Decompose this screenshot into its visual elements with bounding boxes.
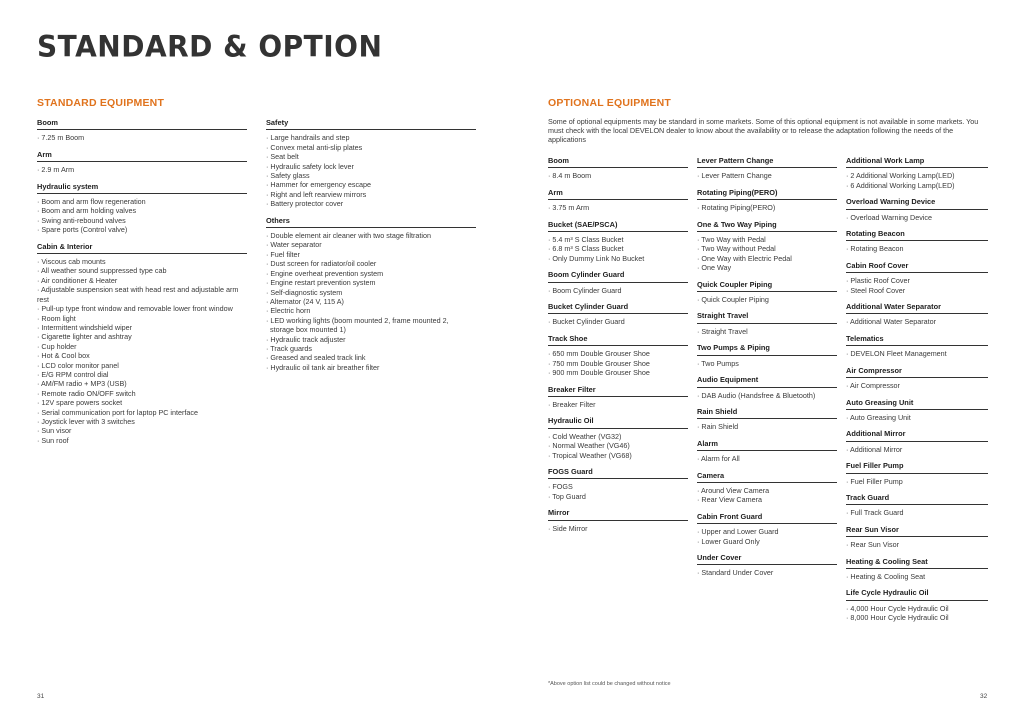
- group-heading: Cabin & Interior: [37, 242, 247, 254]
- list-item: · Full Track Guard: [846, 508, 988, 517]
- group-item-list: [548, 171, 688, 180]
- equipment-group: [846, 334, 988, 359]
- list-item: · Remote radio ON/OFF switch: [37, 389, 247, 398]
- optional-column-3: [846, 156, 988, 630]
- list-item: · Around View Camera: [697, 486, 837, 495]
- list-item: · Track guards: [266, 344, 476, 353]
- list-item: · DAB Audio (Handsfree & Bluetooth): [697, 391, 837, 400]
- list-item: · 2.9 m Arm: [37, 165, 247, 174]
- standard-column-1: [37, 118, 247, 452]
- equipment-group: [548, 302, 688, 327]
- list-item: · Viscous cab mounts: [37, 257, 247, 266]
- group-item-list: [846, 604, 988, 623]
- list-item: · Adjustable suspension seat with head rest and adjustable arm rest: [37, 285, 247, 304]
- group-heading: Breaker Filter: [548, 385, 688, 397]
- list-item: · Serial communication port for laptop PC interface: [37, 408, 247, 417]
- list-item: · One Way with Electric Pedal: [697, 254, 837, 263]
- equipment-group: [846, 525, 988, 550]
- group-heading: Track Guard: [846, 493, 988, 505]
- group-item-list: [846, 540, 988, 549]
- list-item: · Sun visor: [37, 426, 247, 435]
- equipment-group: [548, 156, 688, 181]
- group-item-list: [846, 381, 988, 390]
- list-item: · Boom Cylinder Guard: [548, 286, 688, 295]
- group-heading: Rear Sun Visor: [846, 525, 988, 537]
- group-item-list: [846, 508, 988, 517]
- equipment-group: [697, 188, 837, 213]
- list-item: · Electric horn: [266, 306, 476, 315]
- group-heading: Telematics: [846, 334, 988, 346]
- equipment-group: [697, 407, 837, 432]
- group-item-list: [548, 203, 688, 212]
- list-item: · Additional Mirror: [846, 445, 988, 454]
- equipment-group: [266, 216, 476, 373]
- equipment-group: [846, 261, 988, 295]
- list-item: · Additional Water Separator: [846, 317, 988, 326]
- group-heading: Hydraulic system: [37, 182, 247, 194]
- equipment-group: [548, 188, 688, 213]
- group-item-list: [846, 349, 988, 358]
- group-item-list: [697, 327, 837, 336]
- list-item: · Rear View Camera: [697, 495, 837, 504]
- list-item: · Steel Roof Cover: [846, 286, 988, 295]
- group-item-list: [697, 295, 837, 304]
- group-item-list: [846, 477, 988, 486]
- list-item: · Rain Shield: [697, 422, 837, 431]
- optional-note: Some of optional equipments may be standard in some markets. Some of this optional equipment is not available in some markets. You must check with the local DEVELON dealer to know about the availability or to release the adaptation following the needs of the applications: [548, 117, 979, 145]
- list-item: · Dust screen for radiator/oil cooler: [266, 259, 476, 268]
- group-item-list: [37, 165, 247, 174]
- list-item: · Auto Greasing Unit: [846, 413, 988, 422]
- list-item: · Only Dummy Link No Bucket: [548, 254, 688, 263]
- list-item: · Intermittent windshield wiper: [37, 323, 247, 332]
- list-item: · Lower Guard Only: [697, 537, 837, 546]
- group-heading: Rotating Beacon: [846, 229, 988, 241]
- list-item: · Water separator: [266, 240, 476, 249]
- list-item: · Hot & Cool box: [37, 351, 247, 360]
- group-heading: Under Cover: [697, 553, 837, 565]
- equipment-group: [37, 118, 247, 143]
- list-item: · AM/FM radio + MP3 (USB): [37, 379, 247, 388]
- group-item-list: [548, 524, 688, 533]
- equipment-group: [846, 197, 988, 222]
- list-item: · Convex metal anti-slip plates: [266, 143, 476, 152]
- list-item: · Spare ports (Control valve): [37, 225, 247, 234]
- group-heading: Boom: [548, 156, 688, 168]
- optional-equipment-heading: OPTIONAL EQUIPMENT: [548, 97, 671, 109]
- group-item-list: [548, 482, 688, 501]
- equipment-group: [697, 156, 837, 181]
- group-heading: Rain Shield: [697, 407, 837, 419]
- equipment-group: [37, 150, 247, 175]
- group-item-list: [266, 133, 476, 208]
- list-item: · Alarm for All: [697, 454, 837, 463]
- equipment-group: [548, 385, 688, 410]
- equipment-group: [846, 588, 988, 622]
- list-item: · Two Way without Pedal: [697, 244, 837, 253]
- equipment-group: [548, 334, 688, 378]
- group-item-list: [846, 244, 988, 253]
- group-heading: Additional Water Separator: [846, 302, 988, 314]
- equipment-group: [846, 156, 988, 190]
- group-item-list: [846, 276, 988, 295]
- group-item-list: [846, 317, 988, 326]
- group-item-list: [266, 231, 476, 372]
- group-item-list: [697, 203, 837, 212]
- list-item: · One Way: [697, 263, 837, 272]
- list-item: · Top Guard: [548, 492, 688, 501]
- group-heading: Others: [266, 216, 476, 228]
- list-item: · Two Way with Pedal: [697, 235, 837, 244]
- group-item-list: [697, 235, 837, 273]
- group-heading: Track Shoe: [548, 334, 688, 346]
- group-item-list: [697, 171, 837, 180]
- list-item: · Tropical Weather (VG68): [548, 451, 688, 460]
- group-heading: Lever Pattern Change: [697, 156, 837, 168]
- list-item: · Safety glass: [266, 171, 476, 180]
- group-item-list: [697, 391, 837, 400]
- equipment-group: [37, 242, 247, 446]
- equipment-group: [548, 467, 688, 501]
- group-heading: Additional Mirror: [846, 429, 988, 441]
- equipment-group: [548, 220, 688, 264]
- list-item: · 900 mm Double Grouser Shoe: [548, 368, 688, 377]
- list-item: · Double element air cleaner with two stage filtration: [266, 231, 476, 240]
- group-item-list: [846, 413, 988, 422]
- list-item: · Boom and arm holding valves: [37, 206, 247, 215]
- optional-column-2: [697, 156, 837, 585]
- list-item: · 5.4 m³ S Class Bucket: [548, 235, 688, 244]
- group-heading: Hydraulic Oil: [548, 416, 688, 428]
- list-item: · Engine restart prevention system: [266, 278, 476, 287]
- list-item: · Quick Coupler Piping: [697, 295, 837, 304]
- group-heading: Heating & Cooling Seat: [846, 557, 988, 569]
- equipment-group: [266, 118, 476, 209]
- list-item: · 2 Additional Working Lamp(LED): [846, 171, 988, 180]
- list-item: · Standard Under Cover: [697, 568, 837, 577]
- group-heading: Rotating Piping(PERO): [697, 188, 837, 200]
- equipment-group: [846, 461, 988, 486]
- list-item: · Side Mirror: [548, 524, 688, 533]
- list-item: · LED working lights (boom mounted 2, frame mounted 2, storage box mounted 1): [266, 316, 476, 335]
- group-heading: Air Compressor: [846, 366, 988, 378]
- list-item: · Engine overheat prevention system: [266, 269, 476, 278]
- group-item-list: [548, 235, 688, 263]
- list-item: · 8,000 Hour Cycle Hydraulic Oil: [846, 613, 988, 622]
- group-item-list: [697, 568, 837, 577]
- equipment-group: [548, 508, 688, 533]
- list-item: · Large handrails and step: [266, 133, 476, 142]
- list-item: · Rotating Piping(PERO): [697, 203, 837, 212]
- list-item: · Swing anti-rebound valves: [37, 216, 247, 225]
- group-heading: FOGS Guard: [548, 467, 688, 479]
- equipment-group: [697, 311, 837, 336]
- equipment-group: [697, 512, 837, 546]
- group-item-list: [846, 171, 988, 190]
- group-heading: Mirror: [548, 508, 688, 520]
- equipment-group: [697, 439, 837, 464]
- list-item: · Air Compressor: [846, 381, 988, 390]
- group-heading: Auto Greasing Unit: [846, 398, 988, 410]
- equipment-group: [697, 471, 837, 505]
- list-item: · E/G RPM control dial: [37, 370, 247, 379]
- list-item: · 6 Additional Working Lamp(LED): [846, 181, 988, 190]
- list-item: · Rotating Beacon: [846, 244, 988, 253]
- equipment-group: [697, 280, 837, 305]
- list-item: · 650 mm Double Grouser Shoe: [548, 349, 688, 358]
- group-heading: Bucket Cylinder Guard: [548, 302, 688, 314]
- list-item: · Rear Sun Visor: [846, 540, 988, 549]
- list-item: · Pull-up type front window and removable lower front window: [37, 304, 247, 313]
- list-item: · 7.25 m Boom: [37, 133, 247, 142]
- group-heading: Quick Coupler Piping: [697, 280, 837, 292]
- list-item: · Heating & Cooling Seat: [846, 572, 988, 581]
- page-number-left: 31: [37, 693, 45, 700]
- list-item: · Right and left rearview mirrors: [266, 190, 476, 199]
- list-item: · Cold Weather (VG32): [548, 432, 688, 441]
- list-item: · Cup holder: [37, 342, 247, 351]
- list-item: · Sun roof: [37, 436, 247, 445]
- group-item-list: [37, 257, 247, 445]
- group-item-list: [697, 454, 837, 463]
- list-item: · Seat belt: [266, 152, 476, 161]
- group-heading: Alarm: [697, 439, 837, 451]
- equipment-group: [697, 553, 837, 578]
- equipment-group: [37, 182, 247, 235]
- optional-column-1: [548, 156, 688, 540]
- group-heading: Cabin Front Guard: [697, 512, 837, 524]
- group-heading: Cabin Roof Cover: [846, 261, 988, 273]
- group-item-list: [548, 286, 688, 295]
- group-item-list: [37, 133, 247, 142]
- equipment-group: [846, 398, 988, 423]
- group-item-list: [37, 197, 247, 235]
- group-heading: Audio Equipment: [697, 375, 837, 387]
- page-title: STANDARD & OPTION: [37, 29, 383, 64]
- equipment-group: [548, 416, 688, 460]
- list-item: · Air conditioner & Heater: [37, 276, 247, 285]
- list-item: · Boom and arm flow regeneration: [37, 197, 247, 206]
- group-item-list: [548, 317, 688, 326]
- group-item-list: [548, 349, 688, 377]
- group-heading: Safety: [266, 118, 476, 130]
- group-item-list: [697, 486, 837, 505]
- group-heading: Camera: [697, 471, 837, 483]
- group-item-list: [697, 359, 837, 368]
- list-item: · Hydraulic safety lock lever: [266, 162, 476, 171]
- group-item-list: [697, 422, 837, 431]
- list-item: · Breaker Filter: [548, 400, 688, 409]
- equipment-group: [697, 375, 837, 400]
- equipment-group: [697, 220, 837, 273]
- group-item-list: [548, 432, 688, 460]
- group-item-list: [846, 213, 988, 222]
- page-number-right: 32: [980, 693, 988, 700]
- list-item: · 3.75 m Arm: [548, 203, 688, 212]
- list-item: · Hydraulic track adjuster: [266, 335, 476, 344]
- group-heading: Life Cycle Hydraulic Oil: [846, 588, 988, 600]
- list-item: · 4,000 Hour Cycle Hydraulic Oil: [846, 604, 988, 613]
- group-heading: Bucket (SAE/PSCA): [548, 220, 688, 232]
- list-item: · Self-diagnostic system: [266, 288, 476, 297]
- equipment-group: [697, 343, 837, 368]
- list-item: · Hammer for emergency escape: [266, 180, 476, 189]
- group-heading: Overload Warning Device: [846, 197, 988, 209]
- group-item-list: [846, 445, 988, 454]
- list-item: · Battery protector cover: [266, 199, 476, 208]
- list-item: · Room light: [37, 314, 247, 323]
- equipment-group: [846, 366, 988, 391]
- list-item: · Hydraulic oil tank air breather filter: [266, 363, 476, 372]
- group-item-list: [846, 572, 988, 581]
- standard-column-2: [266, 118, 476, 379]
- list-item: · Cigarette lighter and ashtray: [37, 332, 247, 341]
- group-heading: Arm: [548, 188, 688, 200]
- list-item: · Plastic Roof Cover: [846, 276, 988, 285]
- list-item: · 6.8 m³ S Class Bucket: [548, 244, 688, 253]
- equipment-group: [548, 270, 688, 295]
- list-item: · Joystick lever with 3 switches: [37, 417, 247, 426]
- list-item: · Straight Travel: [697, 327, 837, 336]
- list-item: · DEVELON Fleet Management: [846, 349, 988, 358]
- list-item: · Bucket Cylinder Guard: [548, 317, 688, 326]
- group-heading: Arm: [37, 150, 247, 162]
- list-item: · Two Pumps: [697, 359, 837, 368]
- list-item: · Lever Pattern Change: [697, 171, 837, 180]
- list-item: · 8.4 m Boom: [548, 171, 688, 180]
- group-heading: Straight Travel: [697, 311, 837, 323]
- list-item: · Normal Weather (VG46): [548, 441, 688, 450]
- list-item: · FOGS: [548, 482, 688, 491]
- equipment-group: [846, 429, 988, 454]
- equipment-group: [846, 557, 988, 582]
- group-heading: One & Two Way Piping: [697, 220, 837, 232]
- list-item: · Overload Warning Device: [846, 213, 988, 222]
- footnote: *Above option list could be changed without notice: [548, 681, 671, 687]
- group-heading: Boom Cylinder Guard: [548, 270, 688, 282]
- equipment-group: [846, 229, 988, 254]
- equipment-group: [846, 302, 988, 327]
- list-item: · Upper and Lower Guard: [697, 527, 837, 536]
- list-item: · Alternator (24 V, 115 A): [266, 297, 476, 306]
- list-item: · Greased and sealed track link: [266, 353, 476, 362]
- list-item: · 750 mm Double Grouser Shoe: [548, 359, 688, 368]
- list-item: · LCD color monitor panel: [37, 361, 247, 370]
- list-item: · 12V spare powers socket: [37, 398, 247, 407]
- group-heading: Fuel Filler Pump: [846, 461, 988, 473]
- group-item-list: [697, 527, 837, 546]
- group-heading: Two Pumps & Piping: [697, 343, 837, 355]
- group-item-list: [548, 400, 688, 409]
- list-item: · Fuel filter: [266, 250, 476, 259]
- list-item: · Fuel Filler Pump: [846, 477, 988, 486]
- equipment-group: [846, 493, 988, 518]
- group-heading: Additional Work Lamp: [846, 156, 988, 168]
- group-heading: Boom: [37, 118, 247, 130]
- standard-equipment-heading: STANDARD EQUIPMENT: [37, 97, 165, 109]
- list-item: · All weather sound suppressed type cab: [37, 266, 247, 275]
